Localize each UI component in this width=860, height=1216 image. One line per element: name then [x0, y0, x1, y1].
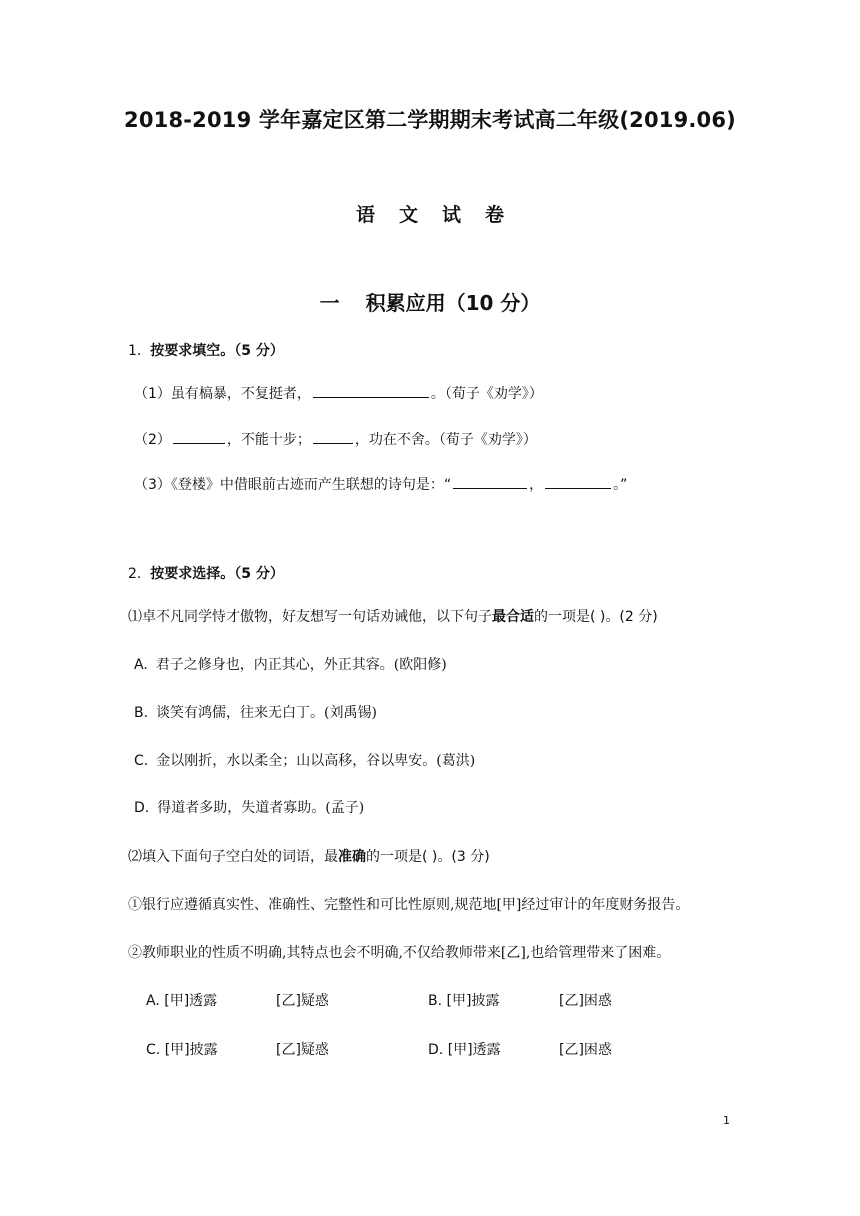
fill-item-text: ，	[529, 477, 544, 493]
option-a[interactable]	[134, 654, 447, 674]
choice-label: D.	[428, 1042, 444, 1058]
choice-a-yi: [乙]疑惑	[276, 993, 329, 1009]
choice-label: A.	[146, 993, 160, 1009]
fill-item-text: （2）	[134, 432, 171, 448]
fill-item-text: （3）《登楼》中借眼前古迹而产生联想的诗句是：“	[134, 477, 452, 493]
question-1-heading	[128, 340, 284, 360]
choice-d-yi: [乙]困惑	[559, 1042, 612, 1058]
question-number: 1.	[128, 343, 142, 359]
choice-label: B.	[428, 993, 443, 1009]
emphasis-text: 最合适	[492, 609, 534, 625]
section-title: 积累应用（10 分）	[365, 291, 541, 315]
choice-c[interactable]	[146, 1039, 218, 1059]
question-text: 按要求选择。（5 分）	[150, 566, 284, 582]
option-text: 金以刚折，水以柔全；山以高移，谷以卑安。(葛洪)	[156, 753, 476, 769]
subquestion-1	[128, 606, 658, 626]
fill-item-text: 。”	[613, 477, 628, 493]
page-number: 1	[723, 1114, 730, 1127]
fill-item-text: （1）虽有槁暴，不复挺者，	[134, 386, 311, 402]
subquestion-text: 的一项是( )。(3 分)	[366, 849, 490, 865]
option-text: 谈笑有鸿儒，往来无白丁。(刘禹锡)	[156, 705, 377, 721]
option-label: C.	[134, 753, 149, 769]
subquestion-text: ⑵填入下面句子空白处的词语，最	[128, 849, 338, 865]
question-2-heading	[128, 563, 284, 583]
choice-jia: [甲]透露	[164, 993, 218, 1009]
fill-item-text: 。（荀子《劝学》）	[430, 386, 543, 402]
section-number: 一	[319, 291, 340, 315]
answer-blank[interactable]	[453, 474, 527, 489]
fill-item-text: ，功在不舍。（荀子《劝学》）	[354, 432, 537, 448]
choice-a[interactable]	[146, 990, 217, 1010]
option-label: A.	[134, 657, 148, 673]
fill-item-text: ，不能十步；	[226, 432, 311, 448]
option-label: B.	[134, 705, 149, 721]
answer-blank[interactable]	[313, 429, 353, 444]
choice-b-yi: [乙]困惑	[559, 993, 612, 1009]
subquestion-text: ⑴卓不凡同学恃才傲物，好友想写一句话劝诫他，以下句子	[128, 609, 492, 625]
option-text: 君子之修身也，内正其心，外正其容。(欧阳修)	[155, 657, 447, 673]
option-d[interactable]	[134, 797, 364, 817]
option-text: 得道者多助，失道者寡助。(孟子)	[157, 800, 365, 816]
subquestion-2	[128, 846, 490, 866]
choice-c-yi: [乙]疑惑	[276, 1042, 329, 1058]
fill-item-1	[134, 383, 543, 403]
paper-subtitle: 语文试卷	[355, 204, 528, 226]
sentence-2: ②教师职业的性质不明确,其特点也会不明确,不仅给教师带来[乙],也给管理带来了困难。	[128, 945, 671, 961]
fill-item-2	[134, 429, 537, 449]
sentence-1: ①银行应遵循真实性、准确性、完整性和可比性原则,规范地[甲]经过审计的年度财务报告。	[128, 897, 690, 913]
choice-d[interactable]	[428, 1039, 501, 1059]
choice-jia: [甲]披露	[446, 993, 500, 1009]
option-c[interactable]	[134, 750, 475, 770]
choice-label: C.	[146, 1042, 161, 1058]
option-label: D.	[134, 800, 150, 816]
option-b[interactable]	[134, 702, 377, 722]
question-text: 按要求填空。（5 分）	[150, 343, 284, 359]
choice-jia: [甲]透露	[447, 1042, 501, 1058]
answer-blank[interactable]	[173, 429, 225, 444]
choice-jia: [甲]披露	[164, 1042, 218, 1058]
emphasis-text: 准确	[338, 849, 366, 865]
section-heading	[0, 287, 860, 316]
answer-blank[interactable]	[545, 474, 611, 489]
question-number: 2.	[128, 566, 142, 582]
choice-b[interactable]	[428, 990, 499, 1010]
subquestion-text: 的一项是( )。(2 分)	[534, 609, 658, 625]
document-title: 2018-2019 学年嘉定区第二学期期末考试高二年级(2019.06)	[124, 108, 736, 132]
answer-blank[interactable]	[313, 383, 429, 398]
fill-item-3	[134, 474, 627, 494]
